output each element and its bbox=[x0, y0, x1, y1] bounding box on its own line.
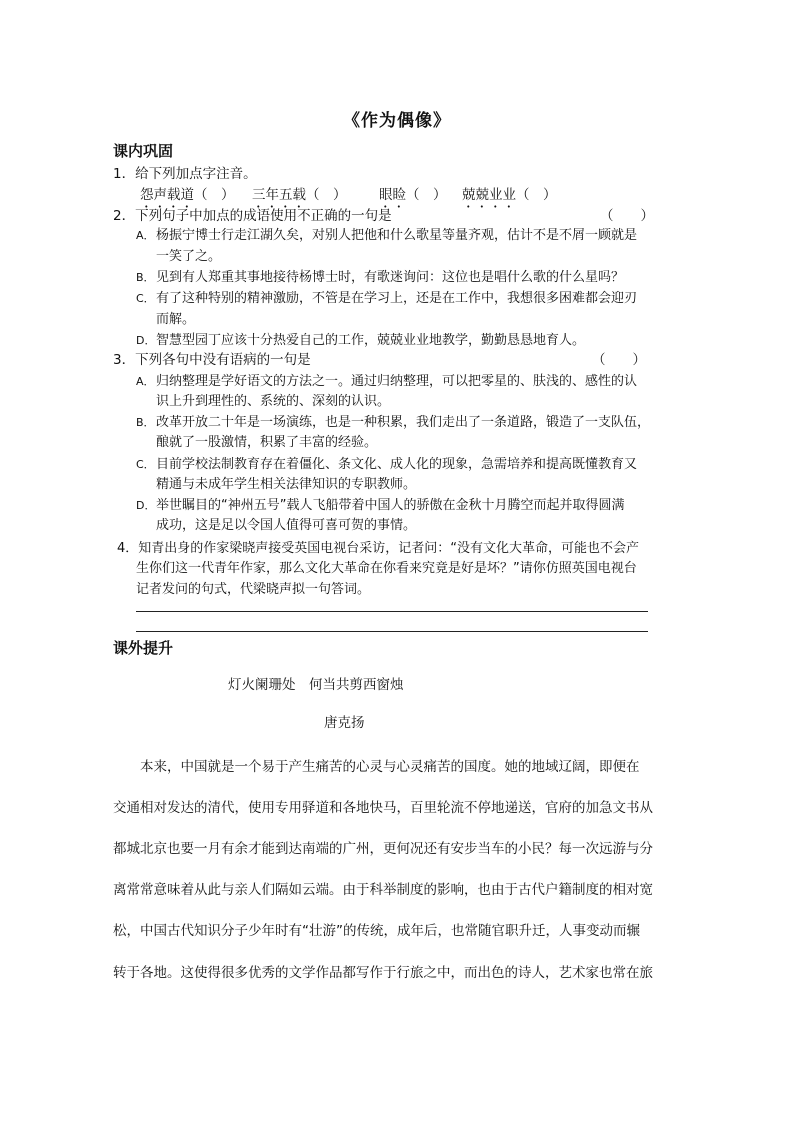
option-b bbox=[136, 411, 650, 430]
option-text: 智慧型园丁应该十分热爱自己的工作，兢兢业业地教学，勤勤恳恳地育人。 bbox=[156, 333, 586, 348]
question-number: 2． bbox=[113, 208, 136, 224]
essay-author: 唐克扬 bbox=[324, 715, 365, 731]
q1-item-blank: （ ） bbox=[194, 187, 235, 203]
option-a-cont: 一笑了之。 bbox=[156, 249, 222, 264]
answer-line[interactable] bbox=[136, 631, 648, 632]
q1-item-word: 怨声载道 bbox=[140, 187, 194, 203]
q1-item bbox=[462, 183, 557, 211]
option-label: D． bbox=[136, 334, 156, 347]
option-a bbox=[136, 370, 637, 389]
essay-line: 交通相对发达的清代，使用专用驿道和各地快马，百里轮流不停地递送，官府的加急文书从 bbox=[113, 800, 653, 816]
q1-item-word: 眼睑 bbox=[379, 187, 406, 203]
question-4-cont: 生你们这一代青年作家，那么文化大革命在你看来究竟是好是坏？”请你仿照英国电视台 bbox=[136, 561, 637, 576]
question-4-cont: 记者发问的句式，代梁晓声拟一句答词。 bbox=[136, 582, 371, 597]
question-prompt: 下列句子中加点的成语使用不正确的一句是 bbox=[135, 208, 392, 224]
section-heading-in-class: 课内巩固 bbox=[113, 142, 174, 160]
option-text: 举世瞩目的“神州五号”载人飞船带着中国人的骄傲在金秋十月腾空而起并取得圆满 bbox=[156, 498, 625, 513]
answer-paren: （ ） bbox=[600, 208, 654, 224]
option-d-cont: 成功，这是足以令国人值得可喜可贺的事情。 bbox=[156, 518, 417, 533]
option-label: B． bbox=[136, 271, 155, 284]
q1-item-blank: （ ） bbox=[306, 187, 347, 203]
option-b-cont: 酿就了一股激情，积累了丰富的经验。 bbox=[156, 435, 378, 450]
option-text: 有了这种特别的精神激励，不管是在学习上，还是在工作中，我想很多困难都会迎刃 bbox=[156, 291, 638, 306]
question-3 bbox=[113, 348, 311, 368]
question-4 bbox=[117, 537, 639, 556]
question-number: 4． bbox=[117, 541, 139, 556]
answer-paren: （ ） bbox=[592, 352, 646, 368]
option-label: A． bbox=[136, 375, 155, 388]
answer-line[interactable] bbox=[136, 611, 648, 612]
question-1 bbox=[113, 162, 257, 182]
q1-item-blank: （ ） bbox=[516, 187, 557, 203]
option-text: 归纳整理是学好语文的方法之一。通过归纳整理，可以把零星的、肤浅的、感性的认 bbox=[156, 374, 638, 389]
question-number: 1． bbox=[113, 166, 136, 182]
essay-line: 都城北京也要一月有余才能到达南端的广州，更何况还有安步当车的小民？每一次远游与分 bbox=[113, 841, 653, 857]
option-label: D． bbox=[136, 499, 156, 512]
option-label: A． bbox=[136, 229, 155, 242]
question-text: 知青出身的作家梁晓声接受英国电视台采访，记者问：“没有文化大革命，可能也不会产 bbox=[138, 541, 640, 556]
option-text: 杨振宁博士行走江湖久矣，对别人把他和什么歌星等量齐观，估计不是不屑一顾就是 bbox=[156, 228, 638, 243]
page-title: 《作为偶像》 bbox=[343, 111, 451, 131]
section-heading-extracurricular: 课外提升 bbox=[113, 639, 174, 657]
option-text: 见到有人郑重其事地接待杨博士时，有歌迷询问：这位也是唱什么歌的什么星吗？ bbox=[156, 270, 625, 285]
option-label: C． bbox=[136, 292, 155, 305]
essay-line: 本来，中国就是一个易于产生痛苦的心灵与心灵痛苦的国度。她的地域辽阔，即便在 bbox=[113, 759, 640, 775]
option-c bbox=[136, 453, 637, 472]
option-b bbox=[136, 266, 624, 285]
essay-line: 转于各地。这使得很多优秀的文学作品都写作于行旅之中，而出色的诗人，艺术家也常在旅 bbox=[113, 965, 653, 981]
option-text: 改革开放二十年是一场演练，也是一种积累，我们走出了一条道路，锻造了一支队伍， bbox=[156, 415, 651, 430]
q1-item-blank: （ ） bbox=[406, 187, 447, 203]
question-2 bbox=[113, 204, 392, 224]
option-text: 目前学校法制教育存在着僵化、条文化、成人化的现象，急需培养和提高既懂教育又 bbox=[156, 457, 638, 472]
question-number: 3． bbox=[113, 352, 136, 368]
option-c bbox=[136, 287, 637, 306]
option-c-cont: 而解。 bbox=[156, 312, 196, 327]
essay-line: 离常常意味着从此与亲人们隔如云端。由于科举制度的影响，也由于古代户籍制度的相对宽 bbox=[113, 882, 653, 898]
essay-line: 松，中国古代知识分子少年时有“壮游”的传统，成年后，也常随官职升迁，人事变动而辗 bbox=[113, 923, 640, 939]
question-prompt: 给下列加点字注音。 bbox=[135, 166, 257, 182]
option-d bbox=[136, 494, 624, 513]
question-prompt: 下列各句中没有语病的一句是 bbox=[135, 352, 311, 368]
essay-title: 灯火阑珊处 何当共剪西窗烛 bbox=[228, 677, 404, 693]
option-label: B． bbox=[136, 416, 155, 429]
option-label: C． bbox=[136, 458, 155, 471]
option-d bbox=[136, 329, 585, 348]
option-a bbox=[136, 224, 637, 243]
q1-item-word: 三年五载 bbox=[252, 187, 306, 203]
option-c-cont: 精通与未成年学生相关法律知识的专职教师。 bbox=[156, 477, 417, 492]
option-a-cont: 识上升到理性的、系统的、深刻的认识。 bbox=[156, 394, 391, 409]
q1-item-word: 兢兢业业 bbox=[462, 187, 516, 203]
